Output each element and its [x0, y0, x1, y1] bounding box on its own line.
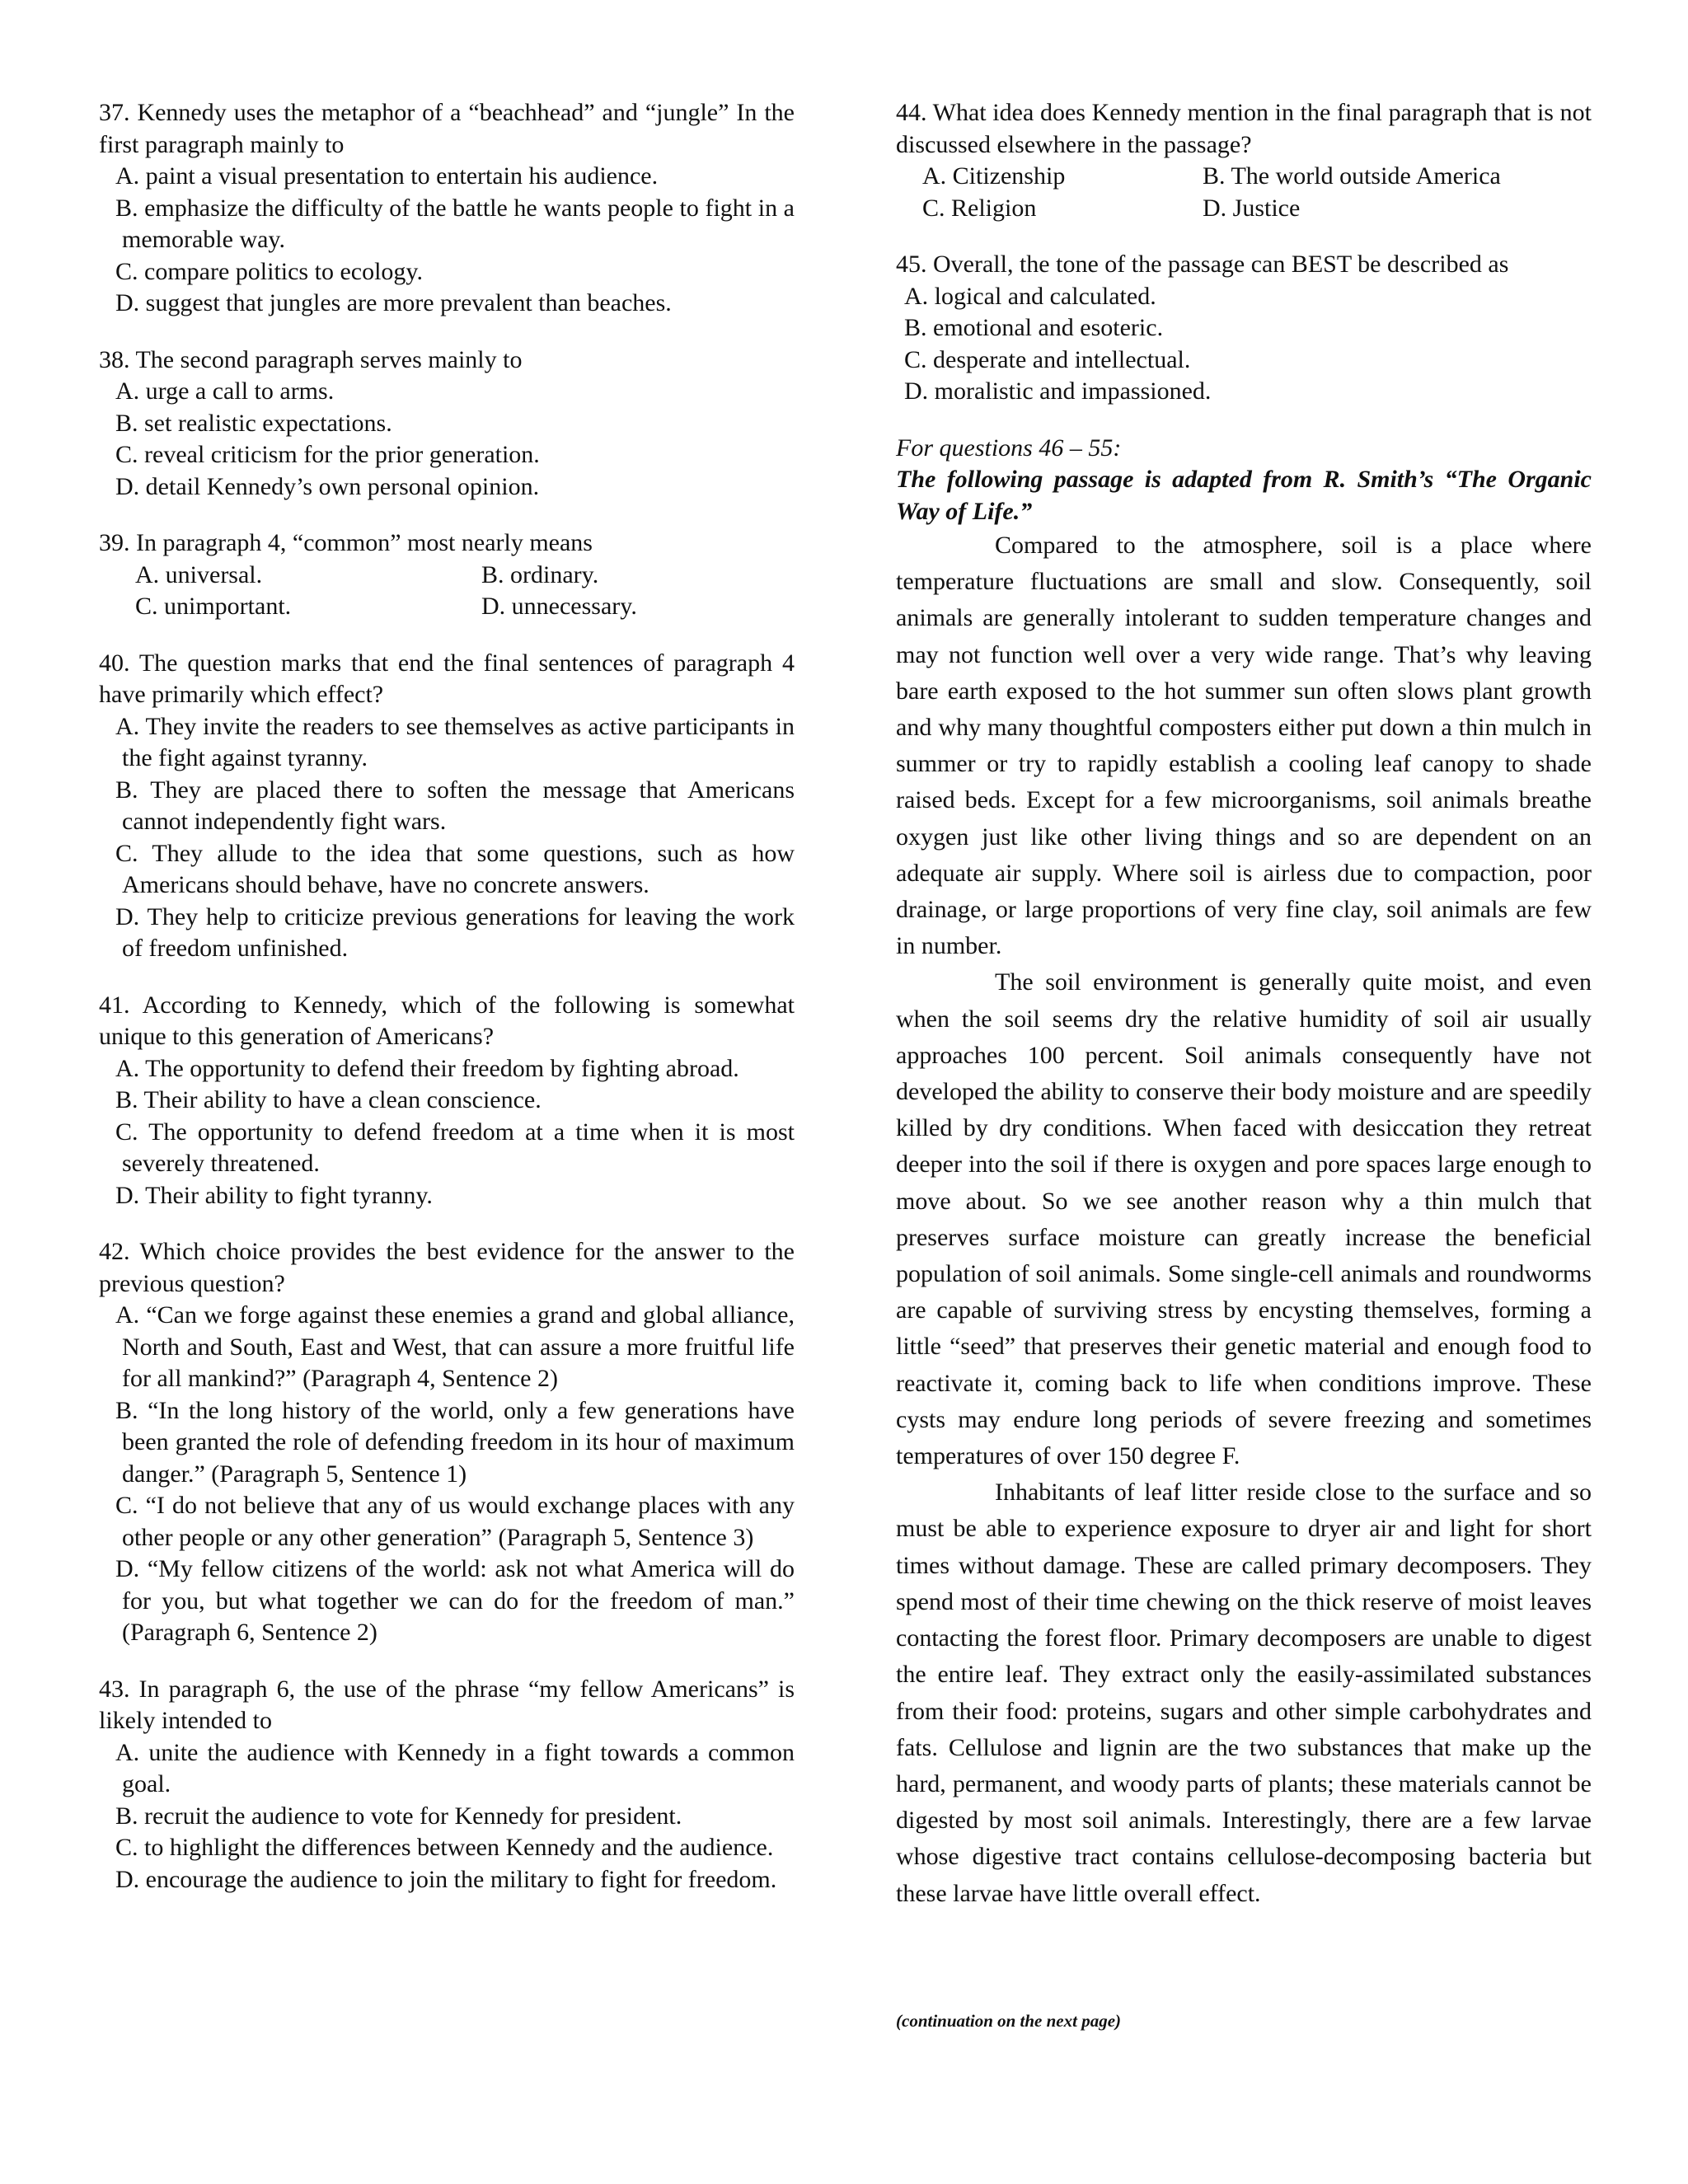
- answer-option: C. They allude to the idea that some questions, such as how Americans should behave, have no concrete answers.: [115, 839, 795, 898]
- question-item: [99, 648, 795, 965]
- right-column: [896, 97, 1592, 1912]
- answer-option: D. encourage the audience to join the military to fight for freedom.: [115, 1865, 777, 1893]
- passage-title: The following passage is adapted from R. Smith’s “The Organic Way of Life.”: [896, 466, 1592, 525]
- answer-option: A. logical and calculated.: [904, 282, 1156, 310]
- question-stem: 40. The question marks that end the final sentences of paragraph 4 have primarily which effect?: [99, 649, 795, 708]
- answer-option: B. The world outside America: [1203, 162, 1501, 190]
- question-stem: 41. According to Kennedy, which of the following is somewhat unique to this generation of Americans?: [99, 991, 795, 1050]
- answer-option: B. recruit the audience to vote for Kennedy for president.: [115, 1802, 682, 1830]
- question-item: [896, 97, 1592, 224]
- question-stem: 38. The second paragraph serves mainly to: [99, 345, 523, 373]
- question-stem: 44. What idea does Kennedy mention in the final paragraph that is not discussed elsewhere in the passage?: [896, 99, 1592, 158]
- answer-option: C. Religion: [922, 194, 1037, 222]
- answer-option: D. They help to criticize previous generations for leaving the work of freedom unfinished.: [115, 902, 795, 962]
- answer-option: B. ordinary.: [481, 560, 599, 588]
- answer-option: D. detail Kennedy’s own personal opinion.: [115, 472, 540, 500]
- answer-option: D. “My fellow citizens of the world: ask not what America will do for you, but what together we can do for the freedom of man.” (Paragraph 6, Sentence 2): [115, 1555, 795, 1646]
- answer-option: B. They are placed there to soften the message that Americans cannot independently fight wars.: [115, 776, 795, 835]
- answer-option: A. Citizenship: [922, 162, 1066, 190]
- question-item: [896, 249, 1592, 408]
- answer-option: A. urge a call to arms.: [115, 377, 335, 405]
- passage-paragraph: Compared to the atmosphere, soil is a place where temperature fluctuations are small and slow. Consequently, soil animals are generally intolerant to sudden temperature changes and may not function well over a very wide range. That’s why leaving bare earth exposed to the hot summer sun often slows plant growth and why many thoughtful composters either put down a thin mulch in summer or try to rapidly establish a cooling leaf canopy to shade raised beds. Except for a few microorganisms, soil animals breathe oxygen just like other living things and so are dependent on an adequate air supply. Where soil is airless due to compaction, poor drainage, or large proportions of very fine clay, soil animals are few in number.: [896, 532, 1592, 960]
- left-column: [99, 97, 795, 1920]
- question-item: [99, 344, 795, 504]
- question-stem: 37. Kennedy uses the metaphor of a “beachhead” and “jungle” In the first paragraph mainly to: [99, 99, 795, 158]
- answer-option: C. unimportant.: [135, 593, 292, 620]
- question-item: [99, 1674, 795, 1896]
- answer-option: C. The opportunity to defend freedom at a time when it is most severely threatened.: [115, 1118, 795, 1177]
- question-item: [99, 97, 795, 320]
- answer-option: D. Their ability to fight tyranny.: [115, 1181, 433, 1209]
- question-stem: 39. In paragraph 4, “common” most nearly means: [99, 529, 593, 556]
- question-stem: 42. Which choice provides the best evidence for the answer to the previous question?: [99, 1238, 795, 1297]
- answer-option: A. They invite the readers to see themselves as active participants in the fight against tyranny.: [115, 712, 795, 771]
- passage-paragraph: Inhabitants of leaf litter reside close to the surface and so must be able to experience exposure to dryer air and light for short times without damage. These are called primary decomposers. They spend most of their time chewing on the thick reserve of moist leaves contacting the forest floor. Primary decomposers are unable to digest the entire leaf. They extract only the easily-assimilated substances from their food: proteins, sugars and other simple carbohydrates and fats. Cellulose and lignin are the two substances that make up the hard, permanent, and woody parts of plants; these materials cannot be digested by most soil animals. Interestingly, there are a few larvae whose digestive tract contains cellulose-decomposing bacteria but these larvae have little overall effect.: [896, 1479, 1592, 1907]
- answer-option: C. “I do not believe that any of us would exchange places with any other people or any other generation” (Paragraph 5, Sentence 3): [115, 1492, 795, 1551]
- answer-option: D. Justice: [1203, 194, 1301, 222]
- passage-paragraph: The soil environment is generally quite moist, and even when the soil seems dry the relative humidity of soil air usually approaches 100 percent. Soil animals consequently have not developed the ability to conserve their body moisture and are speedily killed by dry conditions. When faced with desiccation they retreat deeper into the soil if there is oxygen and pore spaces large enough to move about. So we see another reason why a thin mulch that preserves surface moisture can greatly increase the beneficial population of soil animals. Some single-cell animals and roundworms are capable of surviving stress by encysting themselves, forming a little “seed” that preserves their genetic material and enough food to reactivate it, coming back to life when conditions improve. These cysts may endure long periods of severe freezing and sometimes temperatures of over 150 degree F.: [896, 968, 1592, 1470]
- answer-option: B. Their ability to have a clean conscience.: [115, 1086, 542, 1113]
- answer-option: A. “Can we forge against these enemies a grand and global alliance, North and South, East and West, that can assure a more fruitful life for all mankind?” (Paragraph 4, Sentence 2): [115, 1301, 795, 1392]
- answer-option: D. suggest that jungles are more prevalent than beaches.: [115, 289, 672, 316]
- passage-intro: For questions 46 – 55:: [896, 434, 1122, 462]
- question-stem: 43. In paragraph 6, the use of the phrase “my fellow Americans” is likely intended to: [99, 1675, 795, 1734]
- passage: [896, 433, 1592, 1912]
- answer-options-grid: [896, 161, 1592, 224]
- answer-option: B. emphasize the difficulty of the battle he wants people to fight in a memorable way.: [115, 194, 795, 253]
- question-item: [99, 527, 795, 623]
- question-item: [99, 990, 795, 1212]
- question-stem: 45. Overall, the tone of the passage can BEST be described as: [896, 251, 1509, 278]
- answer-option: D. unnecessary.: [481, 593, 637, 620]
- answer-option: A. unite the audience with Kennedy in a fight towards a common goal.: [115, 1738, 795, 1797]
- answer-option: B. emotional and esoteric.: [904, 314, 1164, 341]
- answer-option: A. universal.: [135, 560, 263, 588]
- question-item: [99, 1236, 795, 1649]
- answer-option: C. compare politics to ecology.: [115, 257, 423, 285]
- answer-option: C. reveal criticism for the prior generation.: [115, 441, 540, 468]
- answer-option: B. “In the long history of the world, only a few generations have been granted the role of defending freedom in its hour of maximum danger.” (Paragraph 5, Sentence 1): [115, 1396, 795, 1488]
- answer-option: A. The opportunity to defend their freedom by fighting abroad.: [115, 1054, 739, 1082]
- continuation-note: (continuation on the next page): [896, 2011, 1122, 2031]
- answer-option: C. to highlight the differences between Kennedy and the audience.: [115, 1834, 774, 1861]
- answer-option: A. paint a visual presentation to entertain his audience.: [115, 162, 659, 190]
- answer-options-grid: [99, 560, 795, 623]
- answer-option: D. moralistic and impassioned.: [904, 377, 1212, 405]
- answer-option: C. desperate and intellectual.: [904, 345, 1191, 373]
- answer-option: B. set realistic expectations.: [115, 409, 392, 437]
